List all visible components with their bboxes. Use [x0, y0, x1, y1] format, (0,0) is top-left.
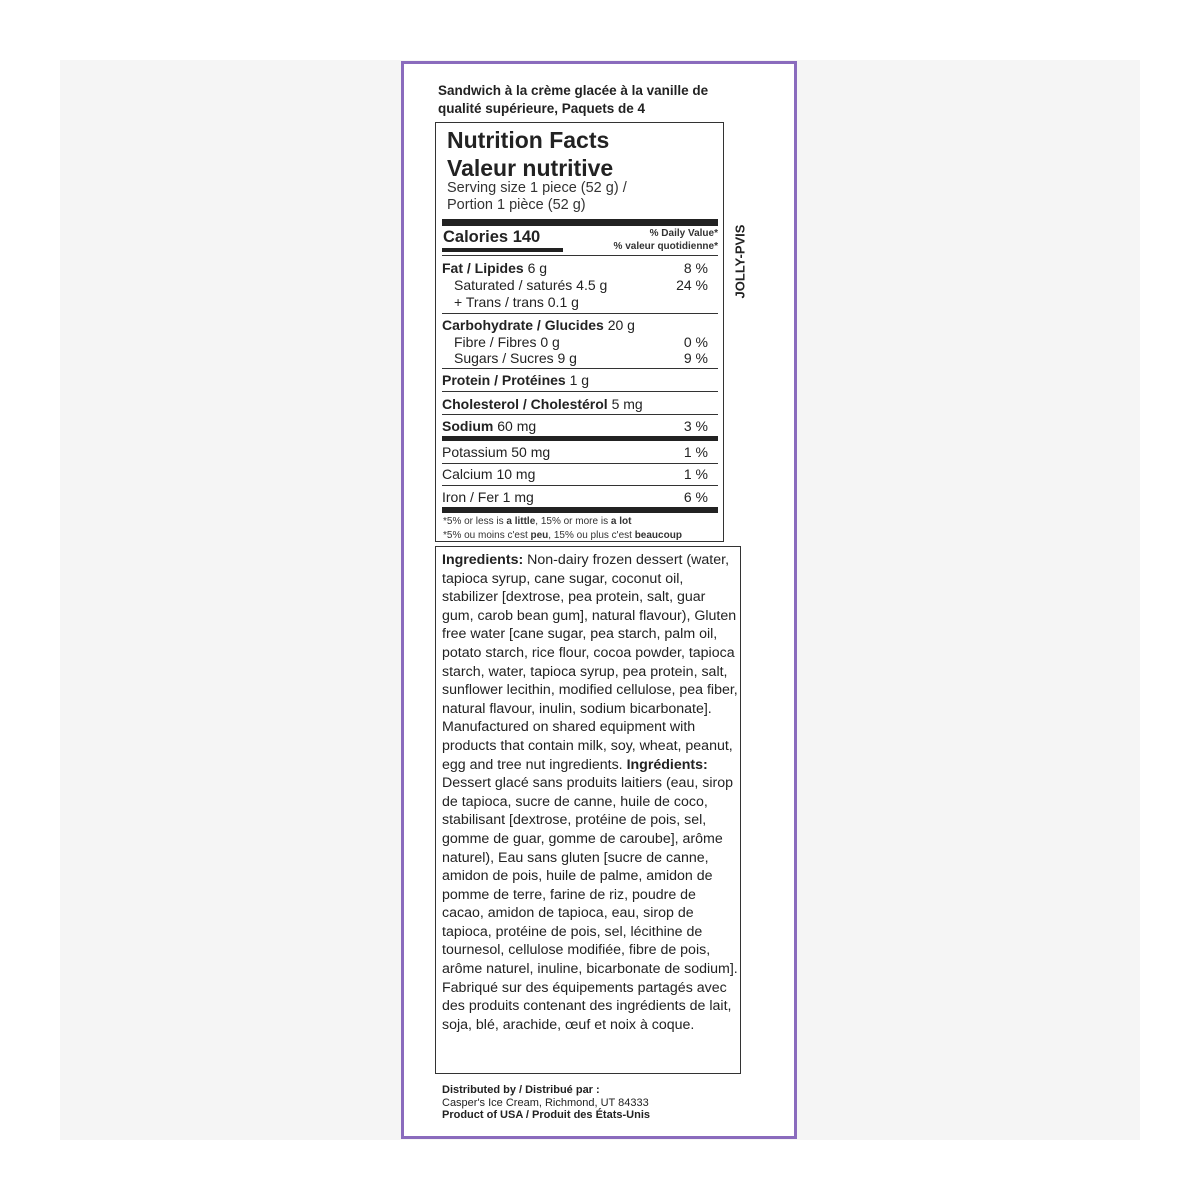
footnote-fr	[443, 529, 719, 543]
potassium-label: Potassium 50 mg	[442, 444, 551, 460]
product-title-line1: Sandwich à la crème glacée à la vanille de	[438, 83, 709, 98]
divider	[442, 463, 718, 464]
fibre-label: Fibre / Fibres 0 g	[454, 334, 560, 350]
carb-label: Carbohydrate / Glucides	[442, 317, 604, 333]
brand-name: JOLLY-PVIS	[732, 224, 748, 299]
ingredients-body-fr: Dessert glacé sans produits laitiers (eau, sirop de tapioca, sucre de canne, huile de coco, stabilisant [dextrose, protéine de pois, sel, gomme de guar, gomme de caroube], arôme naturel), Eau sans gluten [sucre de canne, amidon de pois, huile de palme, amidon de pomme de terre, farine de riz, poudre de cacao, amidon de tapioca, eau, sirop de tapioca, protéine de pois, sel, lécithine de tournesol, cellulose modifiée, fibre de pois, arôme naturel, inuline, bicarbonate de sodium]. Fabriqué sur des équipements partagés avec des produits contenant des ingrédients de lait, soja, blé, arachide, œuf et noix à coque.	[442, 775, 738, 1033]
footnote-en-c: , 15% or more is	[535, 516, 611, 527]
nutrient-name	[442, 396, 643, 412]
calories-underline	[442, 248, 563, 252]
divider-thick	[442, 219, 718, 226]
nutrition-title-fr: Valeur nutritive	[447, 155, 614, 181]
fibre-pct: 0 %	[683, 334, 708, 350]
footnote-fr-b: peu	[530, 530, 549, 541]
distribution-info	[442, 1084, 742, 1122]
divider	[442, 485, 718, 486]
distributed-by: Distributed by / Distribué par :	[442, 1084, 600, 1096]
nutrient-name	[442, 418, 536, 434]
daily-value-header	[614, 227, 718, 253]
saturated-label: Saturated / saturés 4.5 g	[454, 277, 608, 293]
divider	[442, 391, 718, 392]
calcium-pct: 1 %	[683, 466, 708, 482]
nutrition-title	[447, 126, 613, 182]
footnote-en-d: a lot	[610, 516, 632, 527]
ingredients-text	[442, 551, 740, 1034]
sodium-amount: 60 mg	[493, 418, 537, 434]
nutrient-name	[442, 372, 589, 388]
divider	[442, 368, 718, 369]
sodium-pct: 3 %	[683, 418, 708, 434]
protein-amount: 1 g	[565, 372, 590, 388]
daily-value-fr: % valeur quotidienne*	[613, 241, 718, 252]
iron-pct: 6 %	[683, 489, 708, 505]
nutrition-facts-table	[435, 122, 724, 542]
product-title-line2: qualité supérieure, Paquets de 4	[438, 101, 646, 116]
fat-label: Fat / Lipides	[442, 260, 524, 276]
cholesterol-label: Cholesterol / Cholestérol	[442, 396, 608, 412]
footnote-en-a: *5% or less is	[443, 516, 507, 527]
protein-label: Protein / Protéines	[442, 372, 566, 388]
saturated-pct: 24 %	[676, 277, 708, 293]
nutrient-name	[442, 260, 547, 276]
footnote-en-b: a little	[506, 516, 536, 527]
footnote-fr-d: beaucoup	[634, 530, 682, 541]
trans-label: + Trans / trans 0.1 g	[454, 294, 579, 310]
divider	[442, 313, 718, 314]
serving-size	[447, 180, 707, 214]
carb-amount: 20 g	[603, 317, 635, 333]
calcium-label: Calcium 10 mg	[442, 466, 536, 482]
serving-size-fr: Portion 1 pièce (52 g)	[447, 197, 586, 213]
footnote-en	[443, 515, 719, 529]
daily-value-en: % Daily Value*	[649, 228, 718, 239]
ingredients-body-en: Non-dairy frozen dessert (water, tapioca syrup, cane sugar, coconut oil, stabilizer [dextrose, pea protein, salt, guar gum, carob bean gum], natural flavour), Gluten free water [cane sugar, pea starch, palm oil, potato starch, rice flour, cocoa powder, tapioca starch, water, tapioca syrup, pea protein, salt, sunflower lecithin, modified cellulose, pea fiber, natural flavour, inulin, sodium bicarbonate]. Manufactured on shared equipment with products that contain milk, soy, wheat, peanut, egg and tree nut ingredients.	[442, 552, 738, 773]
brand-vertical-text	[730, 214, 750, 314]
product-title	[438, 82, 758, 118]
divider	[442, 255, 718, 256]
ingredients-heading-en: Ingredients:	[442, 552, 524, 568]
distributor-address: Casper's Ice Cream, Richmond, UT 84333	[442, 1096, 649, 1109]
divider	[442, 414, 718, 415]
calories: Calories 140	[443, 228, 541, 246]
footnote-fr-c: , 15% ou plus c'est	[548, 530, 635, 541]
divider-thick	[442, 436, 718, 441]
iron-label: Iron / Fer 1 mg	[442, 489, 534, 505]
sugars-label: Sugars / Sucres 9 g	[454, 350, 577, 366]
fat-pct: 8 %	[683, 260, 708, 276]
ingredients-heading-fr: Ingrédients:	[626, 756, 708, 773]
cholesterol-amount: 5 mg	[607, 396, 643, 412]
ingredients-box	[435, 546, 741, 1074]
potassium-pct: 1 %	[683, 444, 708, 460]
divider-thick	[442, 507, 718, 513]
sodium-label: Sodium	[442, 418, 494, 434]
serving-size-en: Serving size 1 piece (52 g) /	[447, 180, 627, 196]
sugars-pct: 9 %	[683, 350, 708, 366]
fat-amount: 6 g	[523, 260, 548, 276]
nutrient-name	[442, 317, 635, 333]
footnote-fr-a: *5% ou moins c'est	[443, 530, 531, 541]
product-origin: Product of USA / Produit des États-Unis	[442, 1109, 650, 1121]
nutrition-title-en: Nutrition Facts	[447, 127, 610, 153]
product-label	[401, 61, 797, 1139]
